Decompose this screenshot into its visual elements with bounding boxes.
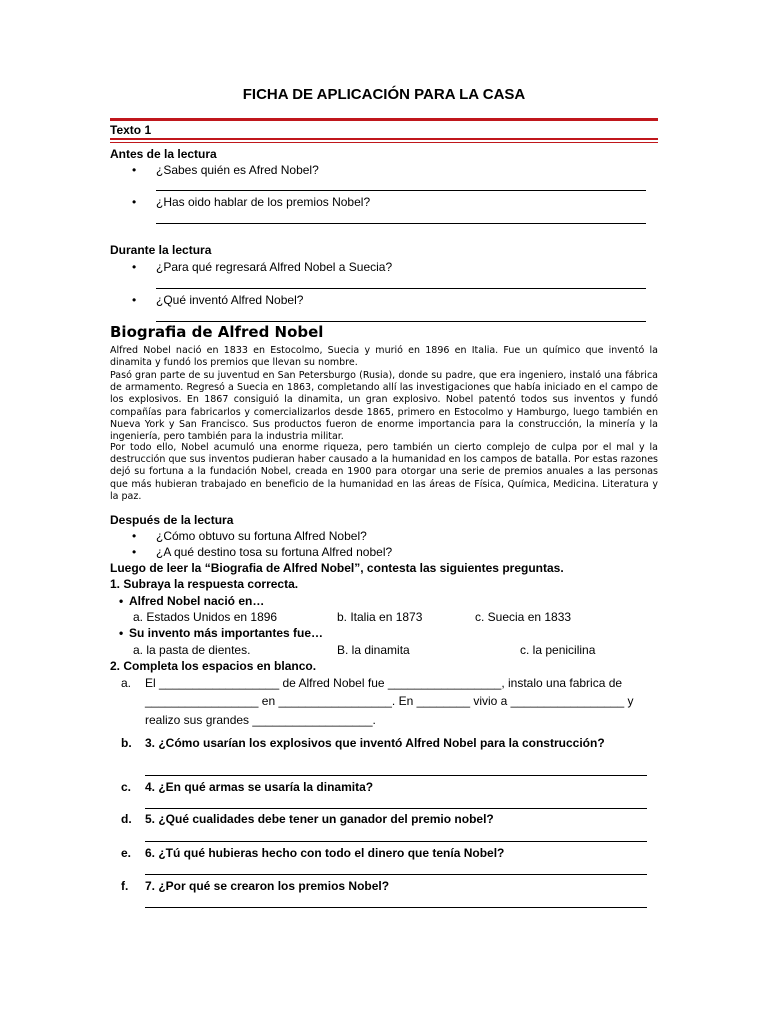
fill-in-line-3[interactable]: realizo sus grandes __________________. <box>145 713 376 727</box>
bullet-icon: • <box>132 545 137 559</box>
s1-q1-option-a[interactable]: a. Estados Unidos en 1896 <box>133 610 278 624</box>
antes-heading: Antes de la lectura <box>110 147 217 161</box>
fill-in-line-2[interactable]: _________________ en _________________. En ________ vivio a _________________ y <box>145 694 634 708</box>
answer-line[interactable] <box>145 874 647 875</box>
question-5: 5. ¿Qué cualidades debe tener un ganador del premio nobel? <box>145 812 494 826</box>
durante-heading: Durante la lectura <box>110 243 212 257</box>
durante-question-1: ¿Para qué regresará Alfred Nobel a Suecia? <box>156 260 393 274</box>
despues-question-1: ¿Cómo obtuvo su fortuna Alfred Nobel? <box>156 529 367 543</box>
s1-q1-option-c[interactable]: c. Suecia en 1833 <box>475 610 572 624</box>
item-marker: d. <box>121 812 132 826</box>
question-6: 6. ¿Tú qué hubieras hecho con todo el dinero que tenía Nobel? <box>145 846 505 860</box>
bullet-icon: • <box>132 195 137 209</box>
bullet-icon: • <box>132 163 137 177</box>
item-marker: f. <box>121 879 129 893</box>
red-rule-bottom <box>110 142 658 143</box>
bio-paragraph-3: Por todo ello, Nobel acumuló una enorme riqueza, pero también un cierto complejo de culpa por el mal y la destrucción que sus inventos pudieran haber causado a la humanidad en los campos de batalla. Por estas razones dejó su fortuna a la fundación Nobel, creada en 1900 para otorgar una serie de premios anuales a las personas que más hubieran trabajado en beneficio de la humanidad en las áreas de Física, Química, Medicina. Literatura y la paz. <box>110 442 658 502</box>
despues-question-2: ¿A qué destino tosa su fortuna Alfred nobel? <box>156 545 393 559</box>
bio-paragraph-1: Alfred Nobel nació en 1833 en Estocolmo, Suecia y murió en 1896 en Italia. Fue un químico que inventó la dinamita y fundó los premios que llevan su nombre. <box>110 345 658 369</box>
item-marker: a. <box>121 676 132 690</box>
s1-q2-option-a[interactable]: a. la pasta de dientes. <box>133 643 251 657</box>
despues-heading: Después de la lectura <box>110 513 234 527</box>
instructions: Luego de leer la “Biografia de Alfred Nobel”, contesta las siguientes preguntas. <box>110 561 564 575</box>
fill-in-line-1[interactable]: El __________________ de Alfred Nobel fue _________________, instalo una fabrica de <box>145 676 623 690</box>
bio-paragraph-2: Pasó gran parte de su juventud en San Petersburgo (Rusia), donde su padre, que era ingeniero, instaló una fábrica de armamento. Regresó a Suecia en 1863, completando allí las investigaciones que había iniciado en el campo de los explosivos. En 1867 consiguió la dinamita, un gran explosivo. Nobel patentó todos sus inventos y fundó compañías para fabricarlos y comercializarlos desde 1865, primero en Estocolmo y Hamburgo, luego también en Nueva York y San Francisco. Sus productos fueron de enorme importancia para la construcción, la minería y la ingeniería, pero también para la industria militar. <box>110 370 658 443</box>
red-rule-top <box>110 118 658 121</box>
item-marker: e. <box>121 846 132 860</box>
bullet-icon: • <box>119 594 124 608</box>
s1-question-2: Su invento más importantes fue… <box>129 626 324 640</box>
antes-question-2: ¿Has oido hablar de los premios Nobel? <box>156 195 371 209</box>
antes-question-1: ¿Sabes quién es Afred Nobel? <box>156 163 319 177</box>
answer-line[interactable] <box>145 808 647 809</box>
item-marker: c. <box>121 780 132 794</box>
durante-question-2: ¿Qué inventó Alfred Nobel? <box>156 293 304 307</box>
page-title: FICHA DE APLICACIÓN PARA LA CASA <box>242 86 526 103</box>
bullet-icon: • <box>132 293 137 307</box>
answer-line[interactable] <box>156 190 646 191</box>
bio-title: Biografia de Alfred Nobel <box>110 323 324 341</box>
question-7: 7. ¿Por qué se crearon los premios Nobel? <box>145 879 390 893</box>
s1-q1-option-b[interactable]: b. Italia en 1873 <box>337 610 423 624</box>
section-1-heading: 1. Subraya la respuesta correcta. <box>110 577 299 591</box>
answer-line[interactable] <box>145 907 647 908</box>
texto-heading: Texto 1 <box>110 123 152 137</box>
item-marker: b. <box>121 736 132 750</box>
answer-line[interactable] <box>156 321 646 322</box>
s1-q2-option-c[interactable]: c. la penicilina <box>520 643 596 657</box>
red-rule-mid <box>110 138 658 140</box>
answer-line[interactable] <box>145 775 647 776</box>
answer-line[interactable] <box>145 841 647 842</box>
answer-line[interactable] <box>156 288 646 289</box>
s1-question-1: Alfred Nobel nació en… <box>129 594 265 608</box>
s1-q2-option-b[interactable]: B. la dinamita <box>337 643 410 657</box>
bullet-icon: • <box>119 626 124 640</box>
question-3: 3. ¿Cómo usarían los explosivos que inventó Alfred Nobel para la construcción? <box>145 736 605 750</box>
answer-line[interactable] <box>156 223 646 224</box>
bullet-icon: • <box>132 260 137 274</box>
section-2-heading: 2. Completa los espacios en blanco. <box>110 659 317 673</box>
bullet-icon: • <box>132 529 137 543</box>
question-4: 4. ¿En qué armas se usaría la dinamita? <box>145 780 374 794</box>
